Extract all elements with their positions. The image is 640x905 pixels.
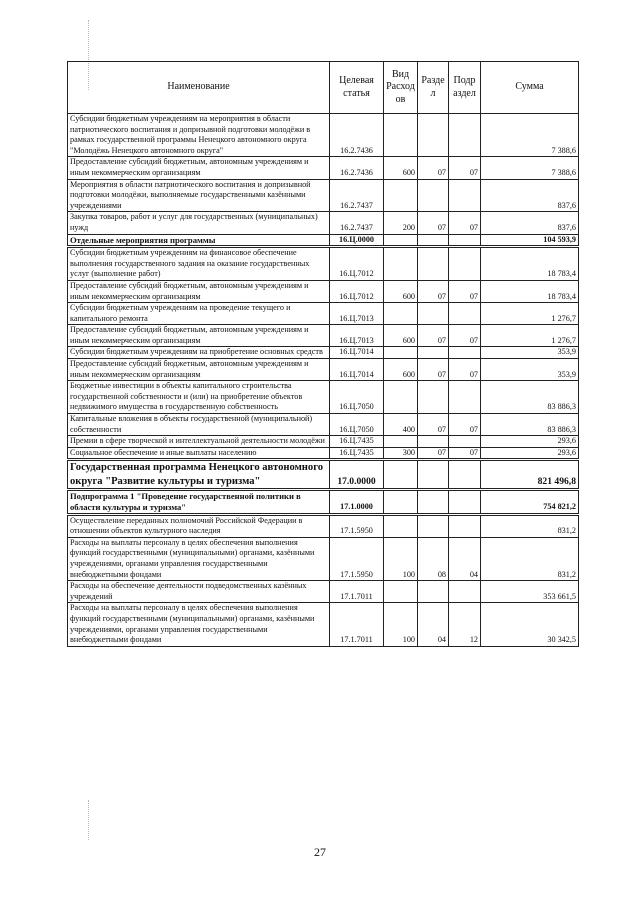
header-article: Целевая статья [330,62,384,114]
header-sum: Сумма [481,62,579,114]
cell-section: 04 [418,603,449,646]
cell-expense-type [384,460,418,490]
table-row [68,603,579,646]
cell-name: Расходы на обеспечение деятельности подведомственных казённых учреждений [68,581,330,603]
cell-expense-type: 100 [384,537,418,580]
page-number: 27 [314,845,326,859]
cell-subsection [449,514,481,537]
cell-article: 17.0.0000 [330,460,384,490]
cell-section: 07 [418,414,449,436]
cell-subsection: 04 [449,537,481,580]
table-row [68,212,579,234]
table-row [68,414,579,436]
cell-name: Отдельные мероприятия программы [68,234,330,247]
cell-article: 16.Ц.0000 [330,234,384,247]
cell-name: Социальное обеспечение и иные выплаты населению [68,447,330,460]
cell-article: 16.Ц.7013 [330,303,384,325]
budget-table [67,61,579,647]
cell-section [418,581,449,603]
cell-expense-type: 400 [384,414,418,436]
cell-sum: 353,9 [481,347,579,359]
cell-name: Предоставление субсидий бюджетным, автономным учреждениям и иным некоммерческим организациям [68,359,330,381]
cell-subsection [449,114,481,157]
table-row [68,537,579,580]
cell-name: Мероприятия в области патриотического воспитания и допризывной подготовки молодёжи, выполняемые государственными казёнными учреждениями [68,179,330,212]
cell-article: 17.1.0000 [330,490,384,514]
cell-sum: 831,2 [481,537,579,580]
cell-article: 16.Ц.7014 [330,347,384,359]
table-row [68,359,579,381]
cell-article: 17.1.7011 [330,603,384,646]
cell-section: 07 [418,212,449,234]
cell-section: 07 [418,325,449,347]
header-expense-type: Вид Расход ов [384,62,418,114]
cell-name: Предоставление субсидий бюджетным, автономным учреждениям и иным некоммерческим организациям [68,157,330,179]
cell-expense-type [384,234,418,247]
cell-sum: 353 661,5 [481,581,579,603]
cell-sum: 1 276,7 [481,303,579,325]
cell-subsection [449,490,481,514]
cell-expense-type [384,490,418,514]
cell-subsection [449,347,481,359]
table-row [68,460,579,490]
table-row [68,280,579,302]
cell-article: 16.2.7437 [330,179,384,212]
cell-subsection [449,179,481,212]
cell-expense-type [384,347,418,359]
cell-sum: 821 496,8 [481,460,579,490]
table-row [68,490,579,514]
cell-article: 16.Ц.7014 [330,359,384,381]
cell-expense-type [384,381,418,414]
cell-section [418,303,449,325]
cell-name: Бюджетные инвестиции в объекты капитального строительства государственной собственности и (или) на приобретение объектов недвижимого имущества в государственную собственность [68,381,330,414]
cell-article: 17.1.5950 [330,514,384,537]
cell-section: 07 [418,359,449,381]
cell-sum: 837,6 [481,212,579,234]
table-row [68,114,579,157]
cell-name: Осуществление переданных полномочий Российской Федерации в отношении объектов культурного наследия [68,514,330,537]
cell-article: 16.2.7436 [330,157,384,179]
cell-article: 16.Ц.7012 [330,247,384,281]
cell-article: 16.Ц.7435 [330,447,384,460]
cell-sum: 83 886,3 [481,414,579,436]
cell-expense-type: 600 [384,359,418,381]
cell-subsection [449,460,481,490]
cell-expense-type [384,303,418,325]
cell-expense-type [384,179,418,212]
cell-sum: 293,6 [481,436,579,448]
cell-name: Расходы на выплаты персоналу в целях обеспечения выполнения функций государственными (муниципальными) органами, казёнными учреждениями, органами управления государственными внебюджетными фондами [68,603,330,646]
cell-subsection: 07 [449,157,481,179]
table-header [68,62,579,114]
cell-name: Расходы на выплаты персоналу в целях обеспечения выполнения функций государственными (муниципальными) органами, казёнными учреждениями, органами управления государственными внебюджетными фондами [68,537,330,580]
cell-sum: 831,2 [481,514,579,537]
cell-sum: 293,6 [481,447,579,460]
cell-section [418,460,449,490]
cell-article: 16.Ц.7013 [330,325,384,347]
cell-name: Субсидии бюджетным учреждениям на проведение текущего и капитального ремонта [68,303,330,325]
table-row [68,381,579,414]
cell-name: Предоставление субсидий бюджетным, автономным учреждениям и иным некоммерческим организациям [68,325,330,347]
cell-section [418,234,449,247]
cell-sum: 754 821,2 [481,490,579,514]
cell-expense-type [384,247,418,281]
cell-name: Государственная программа Ненецкого автономного округа "Развитие культуры и туризма" [68,460,330,490]
cell-name: Субсидии бюджетным учреждениям на приобретение основных средств [68,347,330,359]
cell-expense-type: 100 [384,603,418,646]
table-body [68,114,579,647]
cell-subsection: 07 [449,414,481,436]
cell-subsection [449,381,481,414]
table-row [68,581,579,603]
cell-subsection: 07 [449,212,481,234]
cell-expense-type [384,581,418,603]
cell-subsection [449,234,481,247]
cell-subsection [449,581,481,603]
cell-article: 16.Ц.7012 [330,280,384,302]
cell-article: 16.2.7437 [330,212,384,234]
cell-expense-type [384,514,418,537]
table-row [68,447,579,460]
cell-name: Капитальные вложения в объекты государственной (муниципальной) собственности [68,414,330,436]
cell-article: 16.Ц.7050 [330,414,384,436]
cell-section [418,381,449,414]
header-name: Наименование [68,62,330,114]
cell-section [418,247,449,281]
cell-subsection: 07 [449,280,481,302]
cell-section [418,179,449,212]
cell-name: Закупка товаров, работ и услуг для государственных (муниципальных) нужд [68,212,330,234]
cell-section [418,347,449,359]
cell-subsection: 07 [449,447,481,460]
cell-subsection: 12 [449,603,481,646]
table-row [68,514,579,537]
cell-subsection [449,436,481,448]
cell-subsection: 07 [449,325,481,347]
cell-sum: 104 593,9 [481,234,579,247]
cell-article: 17.1.7011 [330,581,384,603]
cell-sum: 837,6 [481,179,579,212]
cell-expense-type [384,436,418,448]
scan-edge-mark [88,800,89,840]
cell-expense-type [384,114,418,157]
cell-section [418,514,449,537]
cell-expense-type: 600 [384,325,418,347]
table-row [68,347,579,359]
cell-subsection: 07 [449,359,481,381]
cell-sum: 18 783,4 [481,280,579,302]
cell-name: Предоставление субсидий бюджетным, автономным учреждениям и иным некоммерческим организациям [68,280,330,302]
cell-section: 08 [418,537,449,580]
cell-section [418,436,449,448]
table-row [68,247,579,281]
header-subsection: Подр аздел [449,62,481,114]
cell-section: 07 [418,157,449,179]
cell-sum: 353,9 [481,359,579,381]
table-row [68,303,579,325]
header-section: Разде л [418,62,449,114]
cell-sum: 7 388,6 [481,157,579,179]
cell-name: Субсидии бюджетным учреждениям на финансовое обеспечение выполнения государственного задания на оказание государственных услуг (выполнение работ) [68,247,330,281]
cell-expense-type: 600 [384,157,418,179]
cell-subsection [449,303,481,325]
cell-article: 17.1.5950 [330,537,384,580]
cell-sum: 30 342,5 [481,603,579,646]
table-row [68,325,579,347]
cell-sum: 83 886,3 [481,381,579,414]
cell-article: 16.Ц.7435 [330,436,384,448]
table-row [68,436,579,448]
cell-article: 16.2.7436 [330,114,384,157]
cell-sum: 18 783,4 [481,247,579,281]
cell-section: 07 [418,447,449,460]
cell-section: 07 [418,280,449,302]
cell-expense-type: 600 [384,280,418,302]
cell-sum: 7 388,6 [481,114,579,157]
cell-name: Премии в сфере творческой и интеллектуальной деятельности молодёжи [68,436,330,448]
cell-expense-type: 300 [384,447,418,460]
cell-article: 16.Ц.7050 [330,381,384,414]
cell-name: Подпрограмма 1 "Проведение государственной политики в области культуры и туризма" [68,490,330,514]
cell-name: Субсидии бюджетным учреждениям на мероприятия в области патриотического воспитания и допризывной подготовки молодёжи в рамках государственной программы Ненецкого автономного округа "Молодёжь Ненецкого автономного округа" [68,114,330,157]
cell-expense-type: 200 [384,212,418,234]
table-row [68,179,579,212]
cell-section [418,114,449,157]
table-row [68,157,579,179]
cell-subsection [449,247,481,281]
cell-sum: 1 276,7 [481,325,579,347]
table-row [68,234,579,247]
cell-section [418,490,449,514]
